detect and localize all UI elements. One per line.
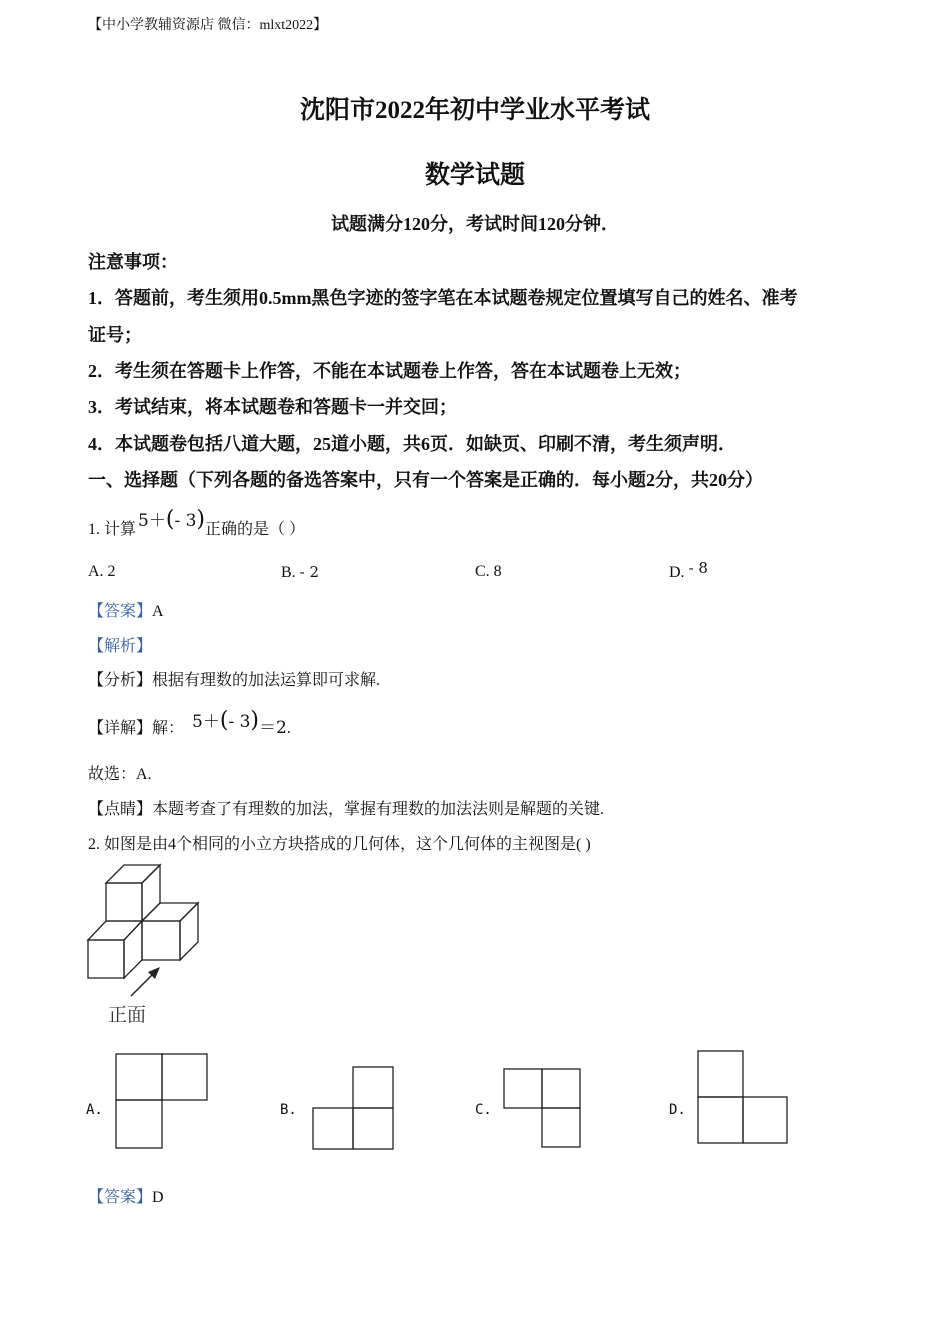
q2-option-d-figure [696, 1049, 796, 1149]
q1-option-a: A. 2 [88, 563, 116, 580]
q1-analysis: 【分析】根据有理数的加法运算即可求解. [88, 672, 381, 689]
q2-option-c-label: C. [475, 1102, 492, 1118]
q2-option-b-label: B. [280, 1102, 297, 1118]
section-heading: 一、选择题（下列各题的备选答案中，只有一个答案是正确的．每小题2分，共20分） [88, 470, 763, 490]
q1-option-c: C. 8 [475, 563, 502, 580]
notice-item-1: 1．答题前，考生须用0.5mm黑色字迹的签字笔在本试题卷规定位置填写自己的姓名、准考 [88, 288, 798, 308]
q1-prefix: 1. 计算 [88, 521, 137, 538]
q1-analysis-tag: 【解析】 [88, 638, 153, 655]
page-subtitle: 数学试题 [424, 162, 525, 189]
question-2: 2. 如图是由4个相同的小立方块搭成的几何体，这个几何体的主视图是( ) [88, 836, 591, 853]
q2-option-a-figure [114, 1052, 214, 1152]
q2-option-b-figure [311, 1065, 401, 1155]
q1-answer: 【答案】A [88, 603, 164, 620]
exam-info: 试题满分120分，考试时间120分钟． [331, 214, 619, 234]
notice-item-1-cont: 证号； [88, 325, 142, 345]
q1-choose: 故选：A. [88, 766, 152, 783]
q1-detail-expression: 5＋(- 3)＝2 [192, 708, 287, 738]
notice-item-2: 2．考生须在答题卡上作答，不能在本试题卷上作答，答在本试题卷上无效； [88, 361, 691, 381]
page-title: 沈阳市2022年初中学业水平考试 [299, 97, 650, 124]
notice-item-3: 3．考试结束，将本试题卷和答题卡一并交回； [88, 397, 457, 417]
front-arrow [131, 967, 160, 996]
q2-option-d-label: D. [669, 1102, 686, 1118]
q1-option-b: B. - 2 [281, 563, 320, 581]
q2-answer: 【答案】D [88, 1189, 164, 1206]
q1-comment: 【点睛】本题考查了有理数的加法，掌握有理数的加法法则是解题的关键. [88, 801, 605, 818]
notice-item-4: 4．本试题卷包括八道大题，25道小题，共6页．如缺页、印刷不清，考生须声明． [88, 434, 736, 454]
q1-expression: 5＋(- 3) [138, 507, 205, 532]
q2-option-c-figure [502, 1067, 592, 1157]
header-note: 【中小学教辅资源店 微信：mlxt2022】 [88, 18, 328, 33]
notice-heading: 注意事项： [88, 252, 178, 272]
q1-suffix: 正确的是（ ） [205, 521, 306, 538]
front-label: 正面 [108, 1004, 147, 1026]
question-1 [88, 507, 306, 540]
cubes-figure [85, 862, 215, 992]
q2-option-a-label: A. [86, 1102, 103, 1118]
q1-detail: 【详解】解： 5＋(- 3)＝2. [88, 708, 291, 738]
q1-option-d: D. - 8 [669, 559, 708, 581]
